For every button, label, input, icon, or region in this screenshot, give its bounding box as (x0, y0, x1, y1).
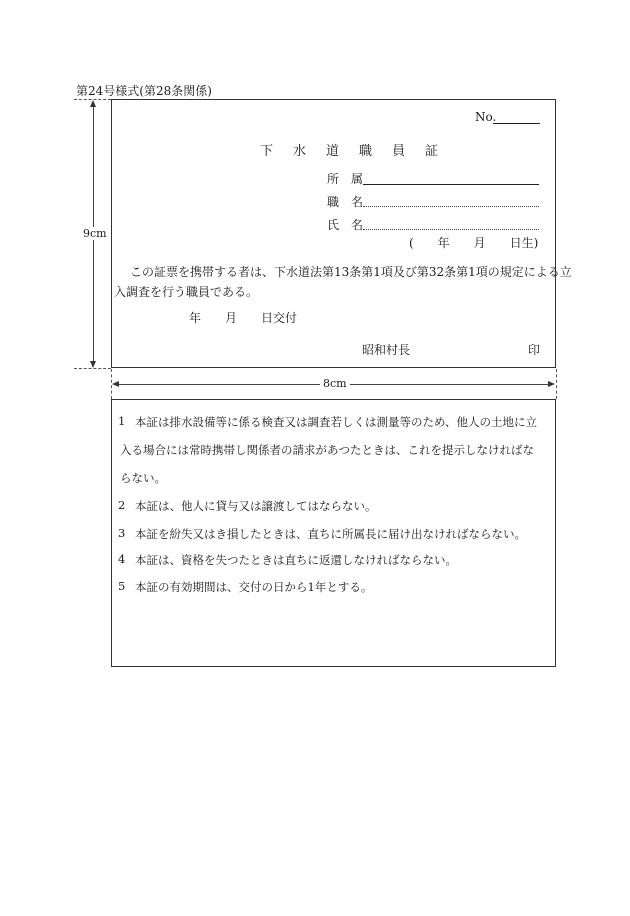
card-title-char: 員 (392, 144, 406, 159)
arrow-down-icon (90, 361, 96, 368)
dimension-right-guide (556, 369, 557, 399)
issuer: 昭和村長 (362, 343, 411, 357)
arrow-left-icon (112, 381, 119, 387)
arrow-right-icon (548, 381, 555, 387)
dimension-bottom-guide (74, 368, 111, 369)
form-number: 第24号様式(第28条関係) (76, 84, 212, 98)
rule-text: 本証は、資格を失つたときは直ちに返還しなければならない。 (135, 553, 457, 567)
rule-text: 入る場合には常時携帯し関係者の請求があつたときは、これを提示しなければな (120, 443, 534, 457)
affiliation-line (363, 184, 539, 185)
name-label: 氏 名 (327, 218, 364, 232)
rule-text: 本証を紛失又はき損したときは、直ちに所属長に届け出なければならない。 (135, 527, 526, 541)
rule-number: 2 (118, 498, 126, 512)
card-title-char: 証 (425, 144, 439, 159)
card-title-char: 水 (293, 144, 307, 159)
id-card-back (111, 399, 556, 667)
height-dimension-label: 9cm (80, 227, 110, 240)
card-number-label: No. (475, 110, 497, 124)
id-card-front (111, 99, 572, 368)
card-title-char: 道 (326, 144, 340, 159)
affiliation-label: 所 属 (327, 172, 364, 186)
position-line (363, 206, 539, 207)
name-line (363, 229, 539, 230)
position-label: 職 名 (327, 195, 364, 209)
rule-text: らない。 (120, 471, 166, 485)
card-title-char: 職 (359, 144, 373, 159)
rule-text: 本証の有効期間は、交付の日から1年とする。 (135, 580, 373, 594)
issue-date: 年 月 日交付 (189, 311, 298, 325)
rule-text: 本証は排水設備等に係る検査又は調査若しくは測量等のため、他人の土地に立 (135, 415, 538, 429)
width-dimension-label: 8cm (320, 377, 350, 390)
rule-number: 3 (118, 526, 126, 540)
card-number-line (493, 123, 540, 124)
rule-number: 1 (118, 414, 126, 428)
rule-number: 4 (118, 552, 126, 566)
seal-mark: 印 (528, 343, 541, 357)
card-title-char: 下 (260, 144, 274, 159)
birth-date: ( 年 月 日生) (409, 236, 539, 250)
arrow-up-icon (90, 100, 96, 107)
card-statement-line1: この証票を携帯する者は、下水道法第13条第1項及び第32条第1項の規定による立 (130, 265, 572, 279)
card-statement-line2: 入調査を行う職員である。 (114, 285, 259, 299)
card-title (260, 140, 438, 159)
rule-text: 本証は、他人に貸与又は譲渡してはならない。 (135, 499, 377, 513)
rule-number: 5 (118, 579, 126, 593)
